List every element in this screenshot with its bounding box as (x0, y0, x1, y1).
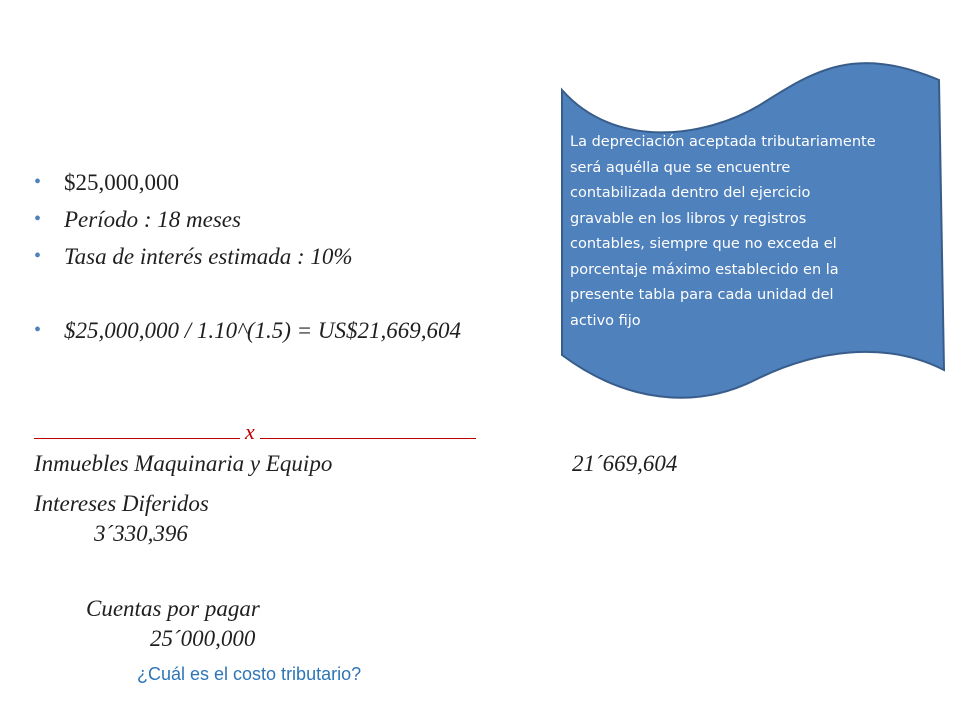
separator-x: x (245, 419, 255, 444)
callout-line: gravable en los libros y registros (570, 210, 807, 227)
journal-account-3: Cuentas por pagar (86, 596, 260, 621)
bullet-dot-icon: • (34, 208, 42, 230)
separator-line-left (34, 416, 240, 439)
bullet-item (34, 164, 461, 201)
callout-line: contables, siempre que no exceda el (570, 236, 837, 252)
bullet-dot-icon: • (34, 171, 42, 193)
journal-amount-2: 3´330,396 (94, 521, 188, 546)
journal-amount-3: 25´000,000 (150, 626, 256, 651)
callout-line: presente tabla para cada unidad del (570, 287, 834, 303)
callout-line: será aquélla que se encuentre (570, 159, 791, 176)
formula-text: $25,000,000 / 1.10^(1.5) = US$21,669,604 (64, 318, 462, 343)
journal-amount-1: 21´669,604 (572, 451, 678, 476)
separator-line-right (260, 416, 476, 439)
journal-account-1: Inmuebles Maquinaria y Equipo (34, 451, 333, 476)
callout-line: La depreciación aceptada tributariamente (570, 134, 876, 150)
callout-line: porcentaje máximo establecido en la (570, 261, 839, 278)
bullet-dot-icon: • (34, 319, 42, 341)
bullet-list (34, 164, 461, 349)
rate-text: Tasa de interés estimada : 10% (64, 244, 353, 269)
bullet-dot-icon: • (34, 245, 42, 267)
callout-line: contabilizada dentro del ejercicio (570, 185, 811, 201)
period-text: Período : 18 meses (64, 207, 241, 232)
bullet-item (34, 238, 461, 275)
callout-text (570, 130, 935, 334)
bullet-item (34, 312, 461, 349)
callout-line: activo fijo (570, 312, 641, 329)
amount-text: $25,000,000 (64, 170, 179, 195)
question-text: ¿Cuál es el costo tributario? (137, 664, 362, 684)
journal-account-2: Intereses Diferidos (34, 491, 209, 516)
journal-separator (34, 416, 476, 445)
bullet-item (34, 201, 461, 238)
